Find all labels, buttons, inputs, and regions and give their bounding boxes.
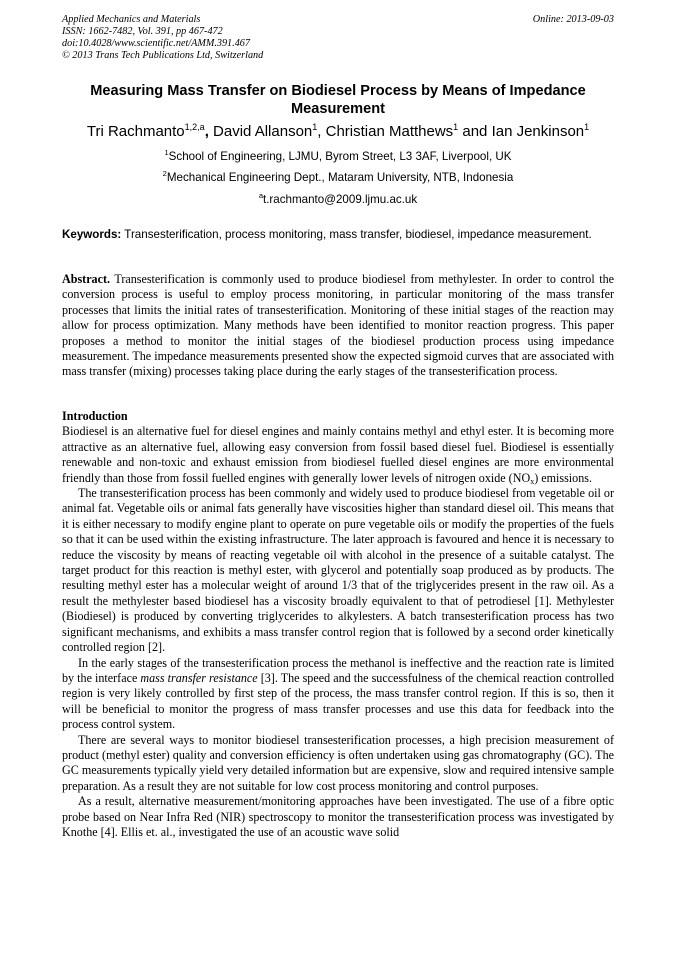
- author-affiliation-mark: 1: [584, 122, 590, 132]
- paragraph-3: [62, 656, 614, 733]
- paper-title: [62, 82, 614, 118]
- author-affiliation-mark: 1: [312, 122, 318, 132]
- author-email: [62, 193, 614, 207]
- paragraph-text: ) emissions.: [534, 470, 592, 485]
- abstract-text: Transesterification is commonly used to produce biodiesel from methylester. In order to control the conversion process is useful to employ process monitoring, in particular monitoring of the mass transfer processes that limits the initial rates of transesterification. Monitoring of these initial stages of the reaction may allow for process optimization. Many methods have been identified to monitor reaction progress. This paper proposes a method to monitor the initial stages of the biodiesel production process using impedance measurement. The impedance measurements presented show the expected sigmoid curves that are associated with mass transfer (mixing) processes taking place during the early stages of the transesterification process.: [62, 272, 614, 379]
- email-text: t.rachmanto@2009.ljmu.ac.uk: [262, 193, 418, 206]
- copyright-line: © 2013 Trans Tech Publications Ltd, Switzerland: [62, 50, 264, 61]
- affiliation-1: [62, 150, 614, 164]
- author-name: David Allanson: [213, 123, 313, 140]
- author-name: Ian Jenkinson: [491, 123, 585, 140]
- keywords-block: [62, 227, 614, 242]
- author-separator: ,: [204, 123, 214, 140]
- paragraph-4: There are several ways to monitor biodiesel transesterification processes, a high precision measurement of product (methyl ester) quality and conversion efficiency is often undertaken using gas chromatography (GC). The GC measurements typically yield very detailed information but are expensive, slow and required intensive sample preparation. As a result they are not suitable for low cost process monitoring and control purposes.: [62, 732, 614, 793]
- affiliation-text: Mechanical Engineering Dept., Mataram University, NTB, Indonesia: [166, 171, 514, 184]
- affiliation-2: [62, 171, 614, 185]
- paragraph-text: In the early stages of the transesterification process the methanol is ineffective and the reaction rate is limited by the interface: [62, 655, 614, 685]
- author-list: [62, 123, 614, 141]
- title-line-2: Measurement: [290, 101, 386, 117]
- paragraph-2: The transesterification process has been commonly and widely used to produce biodiesel from vegetable oil or animal fat. Vegetable oils or animal fats generally have viscosities higher than standard diesel oil. This means that it is either necessary to modify engine plant to operate on pure vegetable oils or modify the properties of the fuels so that it can be used within the existing infrastructure. The later approach is favoured and hence it is necessary to reduce the viscosity by means of reacting vegetable oil with alcohol in the presence of a suitable catalyst. The target product for this reaction is methyl ester, with glycerol and potentially soap produced as by products. The resulting methyl ester has a molecular weight of around 1/3 that of the triglycerides present in the raw oil. As a result the methylester based biodiesel has a viscosity broadly equivalent to that of petrodiesel [1]. Methylester (Biodiesel) is produced by converting triglycerides to alkylesters. A batch transesterification process has two significant mechanisms, and exhibits a mass transfer control region that is followed by a second order kinetically controlled region [2].: [62, 486, 614, 655]
- paragraph-5: As a result, alternative measurement/monitoring approaches have been investigated. The use of a fibre optic probe based on Near Infra Red (NIR) spectroscopy to monitor the transesterification process was investigated by Knothe [4]. Ellis et. al., investigated the use of an acoustic wave solid: [62, 794, 614, 839]
- affiliation-mark: 1: [164, 148, 169, 157]
- journal-name: Applied Mechanics and Materials: [62, 14, 201, 25]
- author-name: Christian Matthews: [325, 123, 454, 140]
- email-mark: a: [258, 191, 263, 200]
- abstract-label: Abstract.: [62, 272, 111, 286]
- affiliation-text: School of Engineering, LJMU, Byrom Street, L3 3AF, Liverpool, UK: [168, 150, 512, 163]
- author-affiliation-mark: 1: [453, 122, 459, 132]
- abstract-block: [62, 272, 614, 380]
- journal-header: [62, 14, 614, 62]
- issn-line: ISSN: 1662-7482, Vol. 391, pp 467-472: [62, 26, 223, 37]
- title-line-1: Measuring Mass Transfer on Biodiesel Process by Means of Impedance: [90, 83, 586, 99]
- keywords-label: Keywords:: [62, 228, 122, 241]
- author-separator: and: [458, 123, 492, 140]
- paragraph-1: [62, 424, 614, 486]
- emphasis-text: mass transfer resistance: [140, 670, 258, 685]
- affiliation-mark: 2: [162, 169, 167, 178]
- paragraph-text: Biodiesel is an alternative fuel for diesel engines and mainly contains methyl and ethyl ester. It is becoming more attractive as an alternative fuel, allowing easy conversion from fossil based diesel fuel. Biodiesel is essentially renewable and non-toxic and exhaust emission from biodiesel fuelled diesel engines are more environmental friendly than those from fossil fuelled engines with generally lower levels of nitrogen oxide (NO: [62, 424, 614, 485]
- doi-line: doi:10.4028/www.scientific.net/AMM.391.467: [62, 38, 250, 49]
- subscript: x: [530, 476, 535, 486]
- keywords-text: Transesterification, process monitoring, mass transfer, biodiesel, impedance measurement.: [121, 228, 592, 241]
- section-heading: Introduction: [62, 409, 128, 423]
- author-name: Tri Rachmanto: [86, 123, 185, 140]
- introduction-section: [62, 409, 614, 840]
- paragraph-text: [3]. The speed and the successfulness of the chemical reaction controlled region is very likely controlled by first step of the process, the mass transfer control region. If this is so, then it will be beneficial to monitor the progress of mass transfer processes and use this data for feedback into the process control system.: [62, 670, 614, 732]
- author-separator: ,: [317, 123, 326, 140]
- online-date: Online: 2013-09-03: [532, 14, 614, 25]
- author-affiliation-mark: 1,2,a: [184, 122, 205, 132]
